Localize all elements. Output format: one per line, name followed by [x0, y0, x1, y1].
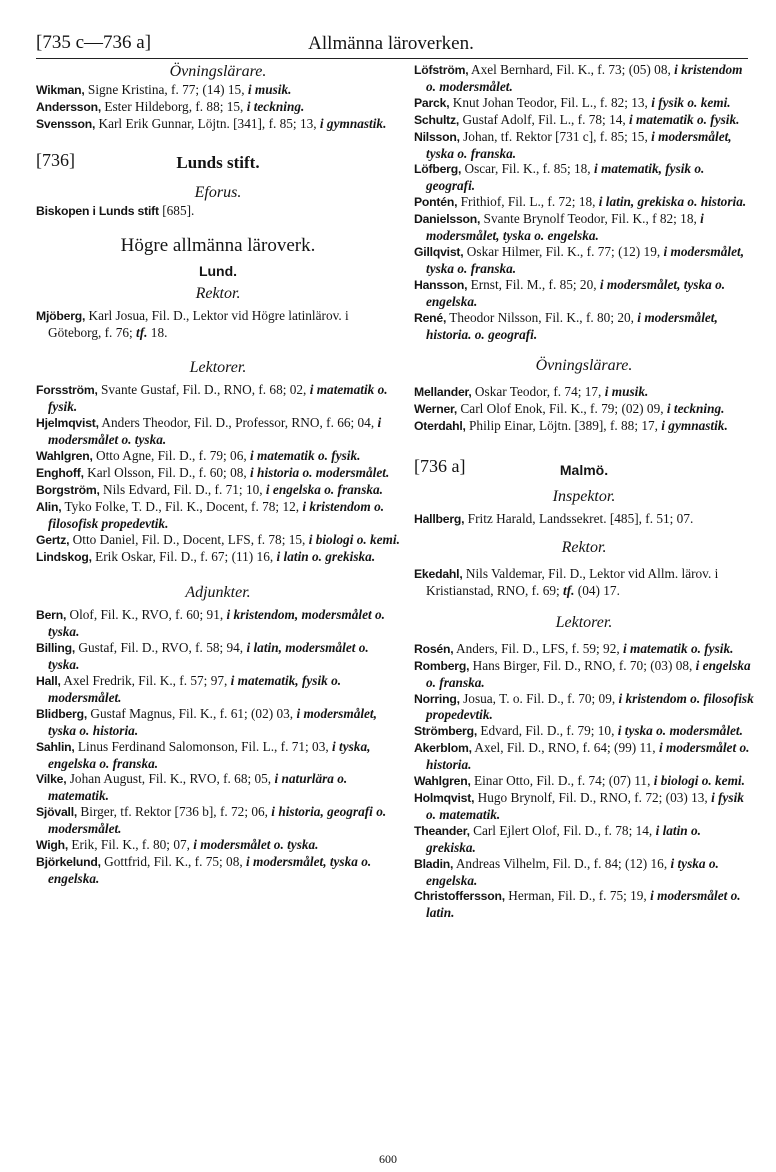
entry-text: Oscar, Fil. K., f. 85; 18,: [461, 161, 594, 177]
entry-subject: i historia o. modersmålet.: [250, 464, 390, 480]
entry-text: Karl Erik Gunnar, Löjtn. [341], f. 85; 13,: [95, 115, 320, 131]
right-lektorer-heading: Lektorer.: [555, 613, 613, 631]
entry-name: René,: [414, 310, 447, 325]
list-item: [414, 723, 754, 740]
entry-subject: i engelska o. franska.: [265, 481, 384, 497]
entry-name: Strömberg,: [414, 724, 478, 739]
entry-text: Ernst, Fil. M., f. 85; 20,: [467, 276, 600, 292]
entry-name: Löfberg,: [414, 162, 462, 177]
page-number: 600: [379, 1152, 397, 1166]
entry-name: Parck,: [414, 95, 450, 110]
entry-name: Hall,: [36, 674, 61, 689]
list-item: [36, 739, 400, 772]
entry-text: Carl Olof Enok, Fil. K., f. 79; (02) 09,: [457, 401, 667, 417]
entry-subject: i matematik, fysik o. geografi.: [426, 161, 705, 194]
entry-subject: i modersmålet, tyska o. engelska.: [426, 211, 704, 244]
entry-subject: i biologi o. kemi.: [653, 773, 745, 789]
entry-name: Andersson,: [36, 99, 102, 114]
list-item: [414, 856, 754, 889]
entry-subject: i kristendom o. modersmålet.: [426, 62, 743, 94]
entry-name: Enghoff,: [36, 465, 84, 480]
header-section-range: [735 c—736 a]: [36, 32, 152, 53]
entry-text: Knut Johan Teodor, Fil. L., f. 82; 13,: [449, 94, 652, 110]
entry-name: Alin,: [36, 499, 62, 514]
entry-text: Svante Brynolf Teodor, Fil. K., f 82; 18,: [480, 211, 701, 227]
list-item: [36, 448, 400, 465]
entry-name: Lindskog,: [36, 549, 92, 564]
entry-subject: i modersmålet, historia. o. geografi.: [426, 309, 718, 342]
list-item: [414, 310, 754, 343]
entry-name: Bern,: [36, 608, 67, 623]
list-item: [414, 691, 754, 724]
entry-subject: i modersmålet, tyska o. engelska.: [426, 276, 726, 309]
hogre-heading: Högre allmänna läroverk.: [120, 234, 316, 256]
left-lektorer-list: [36, 382, 400, 565]
entry-text: Nils Valdemar, Fil. D., Lektor vid Allm. lärov. i Kristianstad, RNO, f. 69;: [426, 566, 719, 598]
entry-subject: tf.: [136, 324, 148, 340]
list-item: [36, 549, 400, 566]
entry-subject: i modersmålet o. tyska.: [193, 837, 319, 853]
entry-subject: i tyska o. engelska.: [426, 855, 719, 888]
entry-text: Karl Olsson, Fil. D., f. 60; 08,: [83, 464, 251, 480]
malmo-row: [414, 457, 754, 483]
entry-subject: i modersmålet, tyska o. historia.: [48, 705, 377, 738]
entry-text: Signe Kristina, f. 77; (14) 15,: [84, 82, 248, 97]
entry-name: Hallberg,: [414, 512, 465, 527]
eforus-heading: Eforus.: [194, 183, 242, 201]
entry-text: Axel Bernhard, Fil. K., f. 73; (05) 08,: [468, 62, 675, 77]
entry-subject: i latin, grekiska o. historia.: [598, 194, 747, 210]
entry-tail: 18.: [147, 324, 168, 340]
left-ovningslarare-list: [36, 82, 400, 133]
entry-subject: i kristendom o. filosofisk propedevtik.: [426, 690, 754, 723]
entry-subject: i matematik o. fysik.: [48, 382, 388, 415]
entry-name: Wahlgren,: [36, 449, 93, 464]
list-item: [414, 740, 754, 773]
adjunkter-heading: Adjunkter.: [185, 584, 251, 602]
entry-subject: i modersmålet, tyska o. franska.: [426, 243, 745, 276]
list-item: [414, 658, 754, 691]
entry-text: Gottfrid, Fil. K., f. 75; 08,: [100, 854, 246, 869]
entry-subject: i modersmålet o. historia.: [426, 740, 750, 773]
list-item: [36, 382, 400, 415]
entry-text: [685].: [158, 202, 195, 218]
entry-text: Olof, Fil. K., RVO, f. 60; 91,: [66, 607, 227, 623]
list-item: [414, 194, 754, 211]
right-ovningslarare-heading: Övningslärare.: [535, 357, 633, 375]
entry-subject: i musik.: [247, 82, 292, 97]
entry-subject: i gymnastik.: [319, 115, 387, 131]
entry-name: Blidberg,: [36, 706, 88, 721]
entry-subject: i kristendom o. filosofisk propedevtik.: [48, 498, 385, 531]
section-code: [736]: [36, 149, 75, 170]
entry-text: Philip Einar, Löjtn. [389], f. 88; 17,: [465, 418, 662, 434]
entry-text: Einar Otto, Fil. D., f. 74; (07) 11,: [470, 773, 654, 789]
list-item: [414, 161, 754, 194]
entry-text: Gustaf Adolf, Fil. L., f. 78; 14,: [459, 111, 630, 127]
entry-subject: i tyska, engelska o. franska.: [48, 738, 371, 771]
entry-subject: i modersmålet, tyska o. franska.: [426, 128, 732, 161]
entry-text: Anders Theodor, Fil. D., Professor, RNO, f. 66; 04,: [98, 415, 378, 431]
entry-name: Christoffersson,: [414, 889, 505, 904]
list-item: [414, 823, 754, 856]
entry-name: Danielsson,: [414, 212, 481, 227]
adjunkter-list: [36, 607, 400, 886]
right-rektor-heading: Rektor.: [561, 539, 607, 557]
entry-name: Wahlgren,: [414, 774, 471, 789]
eforus-entry: [36, 203, 400, 220]
entry-name: Billing,: [36, 641, 76, 656]
entry-subject: i tyska o. modersmålet.: [617, 723, 743, 739]
inspektor-heading: Inspektor.: [552, 488, 616, 506]
list-item: [414, 773, 754, 790]
list-item: [414, 418, 754, 435]
entry-subject: i teckning.: [246, 98, 305, 114]
list-item: [36, 99, 400, 116]
entry-text: Frithiof, Fil. L., f. 72; 18,: [457, 194, 599, 210]
entry-name: Ekedahl,: [414, 567, 463, 582]
left-ovningslarare-heading: Övningslärare.: [169, 63, 267, 80]
entry-text: Gustaf, Fil. D., RVO, f. 58; 94,: [75, 640, 247, 656]
entry-name: Biskopen i Lunds stift: [36, 203, 159, 218]
list-item: [36, 82, 400, 99]
entry-name: Theander,: [414, 823, 470, 838]
list-item: [414, 790, 754, 823]
section-title: Lunds stift.: [176, 152, 260, 172]
entry-text: Edvard, Fil. D., f. 79; 10,: [477, 723, 618, 739]
rektor-heading: Rektor.: [195, 284, 241, 302]
entry-subject: i latin o. grekiska.: [276, 548, 376, 564]
entry-name: Gillqvist,: [414, 244, 464, 259]
entry-subject: tf.: [563, 582, 575, 598]
entry-name: Björkelund,: [36, 855, 101, 869]
city-lund: Lund.: [198, 262, 238, 279]
entry-text: Hugo Brynolf, Fil. D., RNO, f. 72; (03) 13,: [474, 790, 712, 805]
list-item: [414, 95, 754, 112]
entry-name: Schultz,: [414, 112, 460, 127]
entry-name: Bladin,: [414, 856, 454, 871]
entry-name: Mjöberg,: [36, 308, 86, 323]
entry-name: Wikman,: [36, 83, 85, 97]
entry-name: Löfström,: [414, 63, 469, 77]
entry-text: Axel Fredrik, Fil. K., f. 57; 97,: [60, 673, 231, 689]
header-rule: [36, 58, 748, 59]
entry-name: Rosén,: [414, 641, 454, 656]
entry-subject: i modersmålet, tyska o. engelska.: [48, 854, 372, 886]
right-lektorer-list: [414, 641, 754, 921]
entry-subject: i fysik o. matematik.: [426, 790, 744, 822]
entry-name: Mellander,: [414, 385, 472, 400]
entry-name: Hjelmqvist,: [36, 416, 99, 431]
entry-subject: i gymnastik.: [661, 418, 728, 434]
entry-text: Otto Daniel, Fil. D., Docent, LFS, f. 78; 15,: [69, 531, 309, 547]
entry-text: Anders, Fil. D., LFS, f. 59; 92,: [453, 640, 623, 656]
list-item: [36, 499, 400, 532]
list-item: [36, 116, 400, 133]
rektor-entry: [36, 308, 400, 341]
entry-subject: i modersmålet o. tyska.: [48, 415, 382, 448]
lektorer-heading: Lektorer.: [189, 359, 247, 377]
entry-name: Borgström,: [36, 482, 100, 497]
section-code: [736 a]: [414, 456, 466, 477]
entry-text: Oskar Hilmer, Fil. K., f. 77; (12) 19,: [463, 243, 664, 259]
entry-subject: i fysik o. kemi.: [651, 94, 731, 110]
entry-name: Pontén,: [414, 195, 458, 210]
entry-text: Linus Ferdinand Salomonson, Fil. L., f. 71; 03,: [74, 738, 333, 754]
entry-name: Svensson,: [36, 116, 96, 131]
entry-text: Oskar Teodor, f. 74; 17,: [471, 384, 605, 400]
entry-subject: i kristendom, modersmålet o. tyska.: [48, 607, 385, 640]
list-item: [36, 706, 400, 739]
entry-subject: i matematik o. fysik.: [250, 448, 361, 464]
entry-name: Vilke,: [36, 772, 67, 787]
entry-name: Akerblom,: [414, 741, 472, 756]
entry-subject: i musik.: [604, 384, 649, 400]
entry-text: Tyko Folke, T. D., Fil. K., Docent, f. 78; 12,: [61, 498, 303, 514]
entry-name: Wigh,: [36, 838, 69, 853]
list-item: [414, 888, 754, 921]
right-column: [414, 62, 754, 921]
list-item: [36, 804, 400, 837]
right-rektor-entry: [414, 566, 754, 599]
inspektor-entry: [414, 511, 754, 528]
list-item: [414, 277, 754, 310]
entry-text: Fritz Harald, Landssekret. [485], f. 51; 07.: [464, 511, 694, 527]
list-item: [36, 640, 400, 673]
list-item: [36, 837, 400, 854]
entry-name: Norring,: [414, 691, 460, 706]
entry-text: Karl Josua, Fil. D., Lektor vid Högre latinlärov. i Göteborg, f. 76;: [48, 307, 349, 340]
list-item: [36, 465, 400, 482]
list-item: [36, 673, 400, 706]
list-item: [36, 415, 400, 448]
entry-text: Josua, T. o. Fil. D., f. 70; 09,: [459, 690, 619, 706]
list-item: [414, 401, 754, 418]
entry-subject: i historia, geografi o. modersmålet.: [48, 804, 387, 837]
entry-name: Forsström,: [36, 383, 98, 398]
entry-tail: (04) 17.: [574, 582, 620, 598]
entry-name: Hansson,: [414, 277, 468, 292]
entry-subject: i latin o. grekiska.: [426, 822, 702, 855]
list-item: [414, 384, 754, 401]
entry-text: Nils Edvard, Fil. D., f. 71; 10,: [99, 481, 266, 497]
list-item: [414, 641, 754, 658]
section-title: Malmö.: [559, 462, 609, 479]
entry-subject: i teckning.: [666, 401, 725, 417]
list-item: [36, 532, 400, 549]
entry-text: Johan August, Fil. K., RVO, f. 68; 05,: [66, 771, 275, 787]
entry-text: Gustaf Magnus, Fil. K., f. 61; (02) 03,: [87, 705, 297, 721]
entry-name: Sjövall,: [36, 805, 78, 820]
entry-subject: i biologi o. kemi.: [308, 531, 400, 547]
entry-name: Werner,: [414, 402, 458, 417]
entry-name: Sahlin,: [36, 739, 75, 754]
entry-subject: i matematik o. fysik.: [629, 111, 740, 127]
entry-text: Johan, tf. Rektor [731 c], f. 85; 15,: [459, 128, 652, 144]
list-item: [36, 607, 400, 640]
list-item: [414, 211, 754, 244]
entry-text: Carl Ejlert Olof, Fil. D., f. 78; 14,: [469, 822, 656, 838]
list-item: [36, 771, 400, 804]
entry-name: Romberg,: [414, 658, 470, 673]
lund-stift-row: [36, 151, 400, 177]
right-ovningslarare-list: [414, 384, 754, 435]
list-item: [36, 482, 400, 499]
entry-text: Axel, Fil. D., RNO, f. 64; (99) 11,: [471, 740, 659, 756]
list-item: [414, 112, 754, 129]
entry-subject: i matematik o. fysik.: [623, 640, 734, 656]
entry-text: Otto Agne, Fil. D., f. 79; 06,: [92, 448, 251, 464]
entry-name: Oterdahl,: [414, 419, 466, 434]
list-item: [414, 129, 754, 162]
list-item: [414, 62, 754, 95]
header-title: Allmänna läroverken.: [308, 33, 474, 54]
right-continued-list: [414, 62, 754, 342]
entry-text: Erik, Fil. K., f. 80; 07,: [68, 837, 194, 853]
entry-text: Erik Oskar, Fil. D., f. 67; (11) 16,: [91, 548, 277, 564]
entry-text: Birger, tf. Rektor [736 b], f. 72; 06,: [77, 804, 272, 820]
entry-text: Herman, Fil. D., f. 75; 19,: [504, 888, 651, 904]
running-header: [36, 32, 746, 56]
entry-subject: i modersmålet o. latin.: [426, 888, 741, 921]
left-column: [36, 62, 400, 887]
entry-subject: i matematik, fysik o. modersmålet.: [48, 673, 342, 705]
entry-text: Hans Birger, Fil. D., RNO, f. 70; (03) 08,: [469, 657, 696, 673]
list-item: [36, 854, 400, 887]
entry-name: Holmqvist,: [414, 791, 475, 805]
entry-subject: i engelska o. franska.: [426, 657, 751, 690]
entry-subject: i latin, modersmålet o. tyska.: [48, 640, 369, 673]
entry-name: Gertz,: [36, 532, 70, 547]
entry-subject: i naturlära o. matematik.: [48, 771, 348, 804]
entry-text: Andreas Vilhelm, Fil. D., f. 84; (12) 16,: [453, 855, 671, 871]
entry-text: Svante Gustaf, Fil. D., RNO, f. 68; 02,: [97, 382, 310, 398]
list-item: [414, 244, 754, 277]
entry-name: Nilsson,: [414, 129, 460, 144]
entry-text: Ester Hildeborg, f. 88; 15,: [101, 98, 247, 114]
entry-text: Theodor Nilsson, Fil. K., f. 80; 20,: [446, 309, 638, 325]
